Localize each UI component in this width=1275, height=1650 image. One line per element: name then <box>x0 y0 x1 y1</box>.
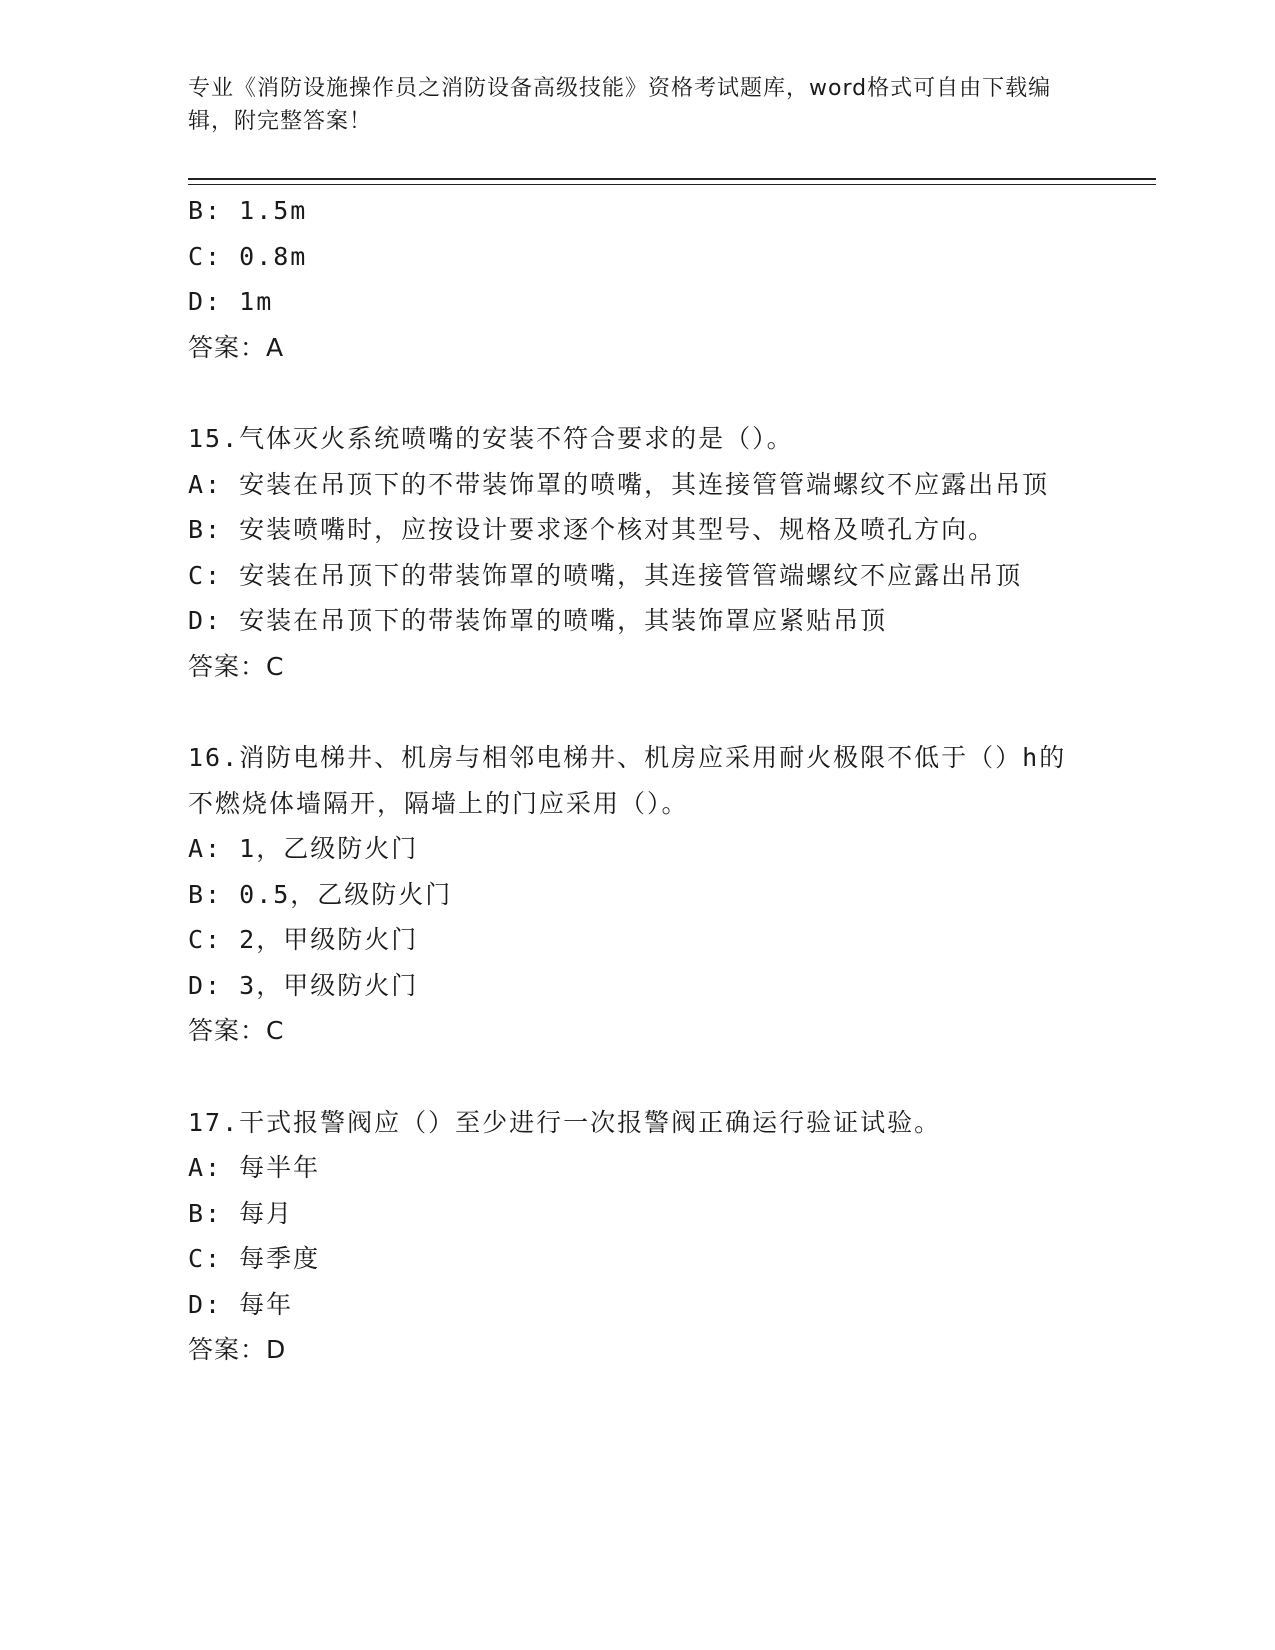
option-a: A: 安装在吊顶下的不带装饰罩的喷嘴，其连接管管端螺纹不应露出吊顶 <box>188 469 1050 499</box>
answer-line: 答案：D <box>188 1335 287 1364</box>
answer-line: 答案：A <box>188 332 285 362</box>
option-b: B: 每月 <box>188 1198 294 1228</box>
option-b: B: 安装喷嘴时，应按设计要求逐个核对其型号、规格及喷孔方向。 <box>188 515 996 544</box>
question-17 <box>188 1100 1088 1373</box>
question-16 <box>188 735 1088 1054</box>
question-list <box>188 188 1088 1373</box>
option-c: C: 安装在吊顶下的带装饰罩的喷嘴，其连接管管端螺纹不应露出吊顶 <box>188 560 1023 590</box>
option-c: C: 2，甲级防火门 <box>188 925 419 954</box>
answer-line: 答案：C <box>188 651 285 681</box>
option-c: C: 每季度 <box>188 1244 321 1273</box>
header-divider-thin <box>188 184 1156 185</box>
option-b: B: 1.5m <box>188 196 308 225</box>
question-stem: 15.气体灭火系统喷嘴的安装不符合要求的是（）。 <box>188 424 794 453</box>
option-d: D: 1m <box>188 287 274 316</box>
option-d: D: 每年 <box>188 1289 294 1319</box>
question-stem: 16.消防电梯井、机房与相邻电梯井、机房应采用耐火极限不低于（）h的不燃烧体墙隔开，隔墙上的门应采用（）。 <box>188 743 1067 818</box>
option-a: A: 每半年 <box>188 1153 321 1182</box>
question-stem: 17.干式报警阀应（）至少进行一次报警阀正确运行验证试验。 <box>188 1107 942 1137</box>
option-a: A: 1，乙级防火门 <box>188 834 419 863</box>
question-15 <box>188 416 1088 689</box>
spacer <box>188 689 1088 735</box>
spacer <box>188 1054 1088 1100</box>
option-b: B: 0.5，乙级防火门 <box>188 879 453 909</box>
option-d: D: 安装在吊顶下的带装饰罩的喷嘴，其装饰罩应紧贴吊顶 <box>188 606 888 635</box>
option-d: D: 3，甲级防火门 <box>188 970 419 1000</box>
option-c: C: 0.8m <box>188 241 308 271</box>
spacer <box>188 370 1088 416</box>
page-header: 专业《消防设施操作员之消防设备高级技能》资格考试题库，word格式可自由下载编辑，附完整答案！ <box>188 76 1052 134</box>
continued-question <box>188 188 1088 370</box>
header-divider-thick <box>188 178 1156 180</box>
answer-line: 答案：C <box>188 1016 285 1045</box>
